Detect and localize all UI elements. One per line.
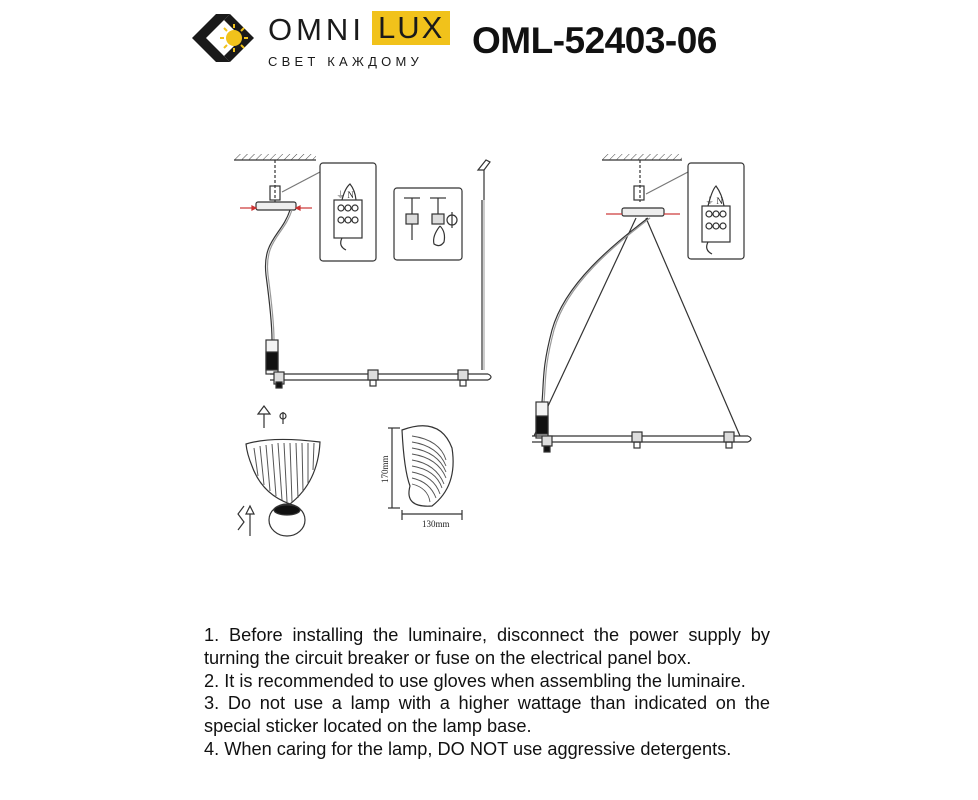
left-wiring-detail [282,163,376,261]
instruction-item: 2. It is recommended to use gloves when assembling the luminaire. [204,670,746,691]
left-ceiling-mount [234,154,316,210]
instruction-item: 3. Do not use a lamp with a higher wattage than indicated on the special sticker located on the lamp base. [204,693,770,737]
safety-instructions-list [204,624,770,761]
model-number: OML-52403-06 [472,20,717,61]
right-light-bar [532,402,751,452]
hand-assembly-detail [394,188,462,260]
instruction-item: 1. Before installing the luminaire, disconnect the power supply by turning the circuit breaker or fuse on the electrical panel box. [204,625,770,668]
shade-install-detail [238,406,320,536]
right-suspension [534,218,740,436]
brand-lux-text: LUX [372,11,450,45]
brand-tagline: СВЕТ КАЖДОМУ [268,54,423,69]
installation-diagram [0,90,978,610]
left-suspension [265,160,490,370]
left-light-bar [266,340,491,388]
right-ceiling-mount [602,154,682,216]
terminal-label-left: ⏚ N [336,190,354,200]
dimension-width-label: 130mm [422,519,450,529]
dimension-height-label: 170mm [380,455,390,483]
brand-omni-text: OMNI [268,12,365,47]
instruction-item: 4. When caring for the lamp, DO NOT use aggressive detergents. [204,738,732,759]
shade-dimension-drawing [388,426,462,520]
terminal-label-right: ⏚ N [705,196,723,206]
header [0,0,978,90]
